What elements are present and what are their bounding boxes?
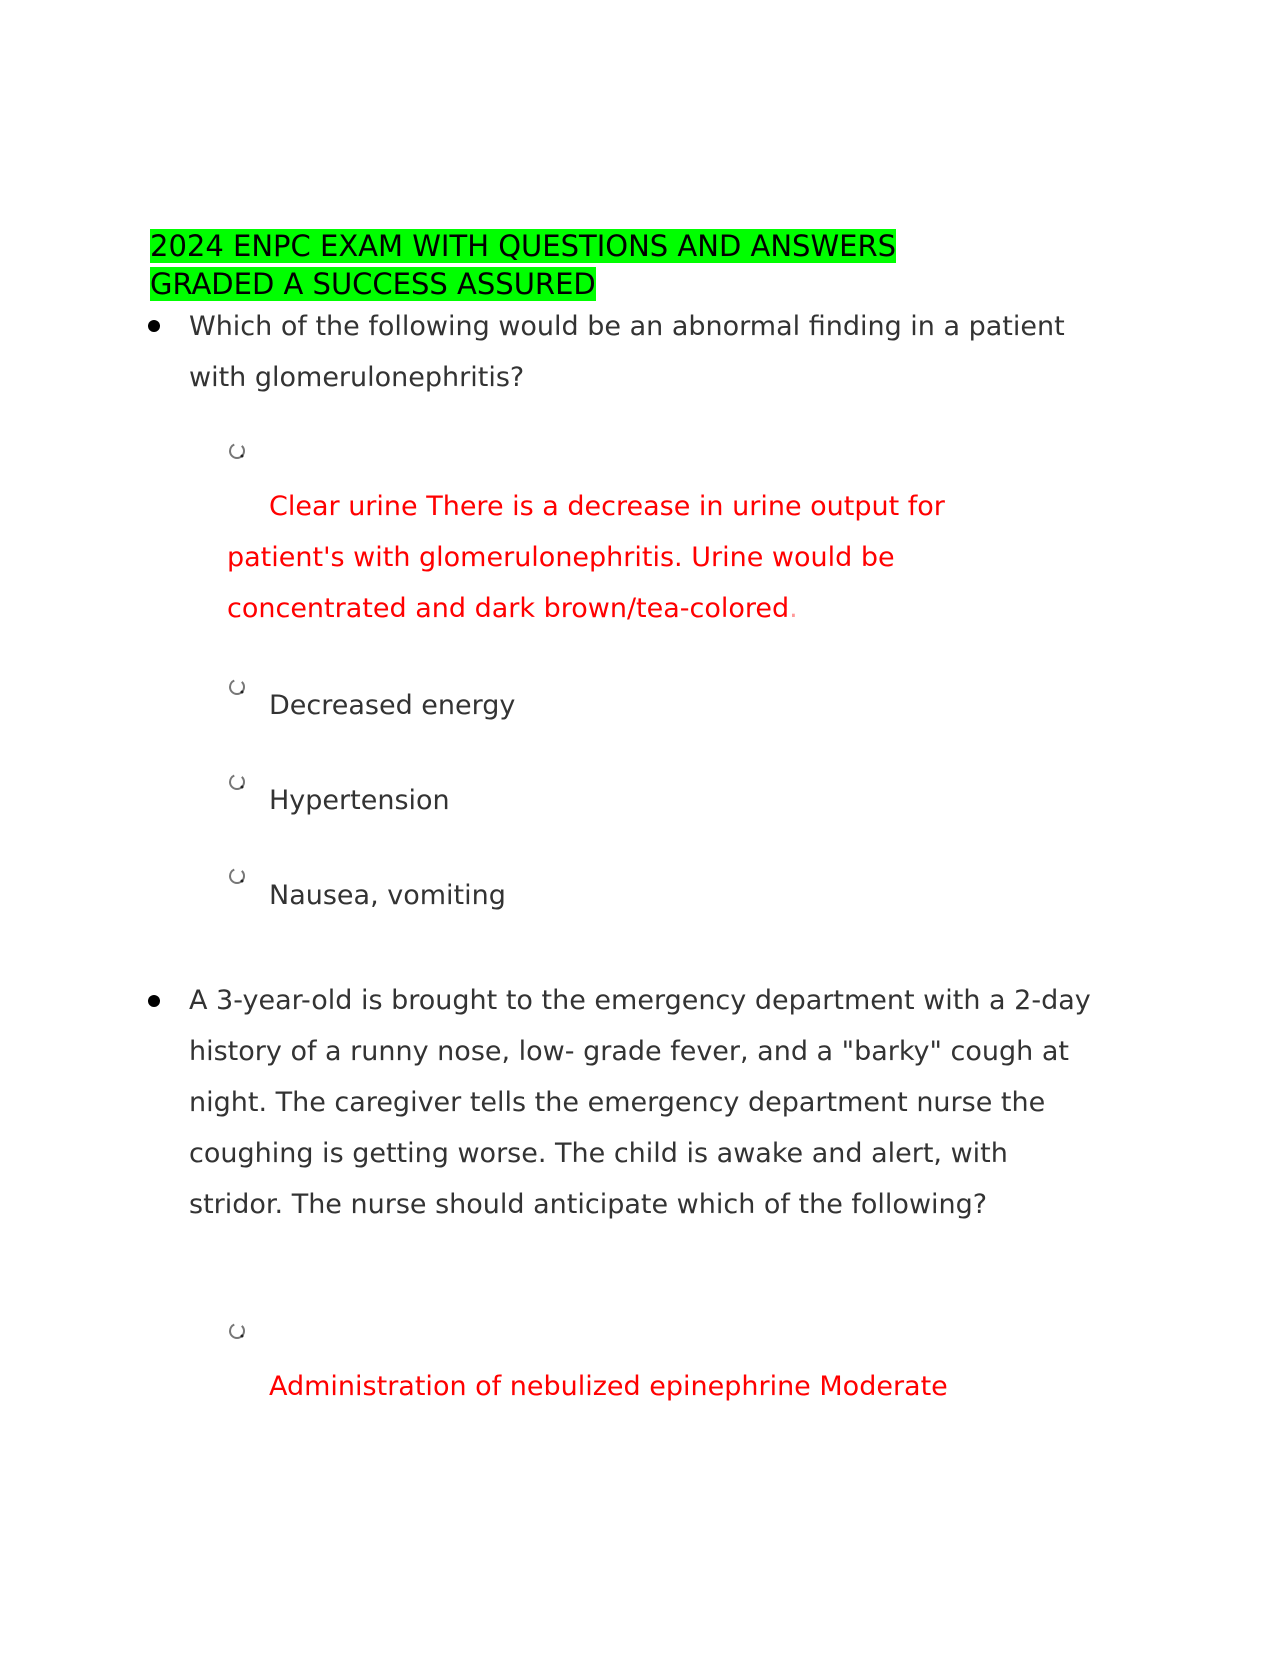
question-2-correct-answer: Administration of nebulized epinephrine Moderate <box>269 1371 948 1402</box>
document-title <box>150 227 990 303</box>
question-2-text: A 3-year-old is brought to the emergency department with a 2-day history of a runny nose, low- grade fever, and a "barky" cough at night. The caregiver tells the emergency department nurse the coughing is getting worse. The child is awake and alert, with stridor. The nurse should anticipate which of the following? <box>189 985 1091 1220</box>
radio-button-icon[interactable] <box>227 441 247 461</box>
answer-1-text: Clear urine There is a decrease in urine output for patient's with glomerulonephritis. Urine would be concentrated and dark brown/tea-colored <box>227 491 945 624</box>
option-nausea-vomiting[interactable]: Nausea, vomiting <box>269 880 506 911</box>
title-line-1: 2024 ENPC EXAM WITH QUESTIONS AND ANSWERS <box>150 229 896 263</box>
option-decreased-energy[interactable]: Decreased energy <box>269 690 516 721</box>
bullet-icon <box>148 995 160 1007</box>
option-hypertension[interactable]: Hypertension <box>269 785 450 816</box>
radio-button-icon[interactable] <box>227 866 247 886</box>
radio-button-icon[interactable] <box>227 1321 247 1341</box>
radio-button-icon[interactable] <box>227 677 247 697</box>
question-1-correct-answer <box>227 481 1027 634</box>
radio-button-icon[interactable] <box>227 772 247 792</box>
question-1-text: Which of the following would be an abnormal finding in a patient with glomerulonephritis? <box>189 311 1065 393</box>
answer-1-period: . <box>789 593 798 624</box>
bullet-icon <box>148 320 160 332</box>
title-line-2: GRADED A SUCCESS ASSURED <box>150 267 596 301</box>
